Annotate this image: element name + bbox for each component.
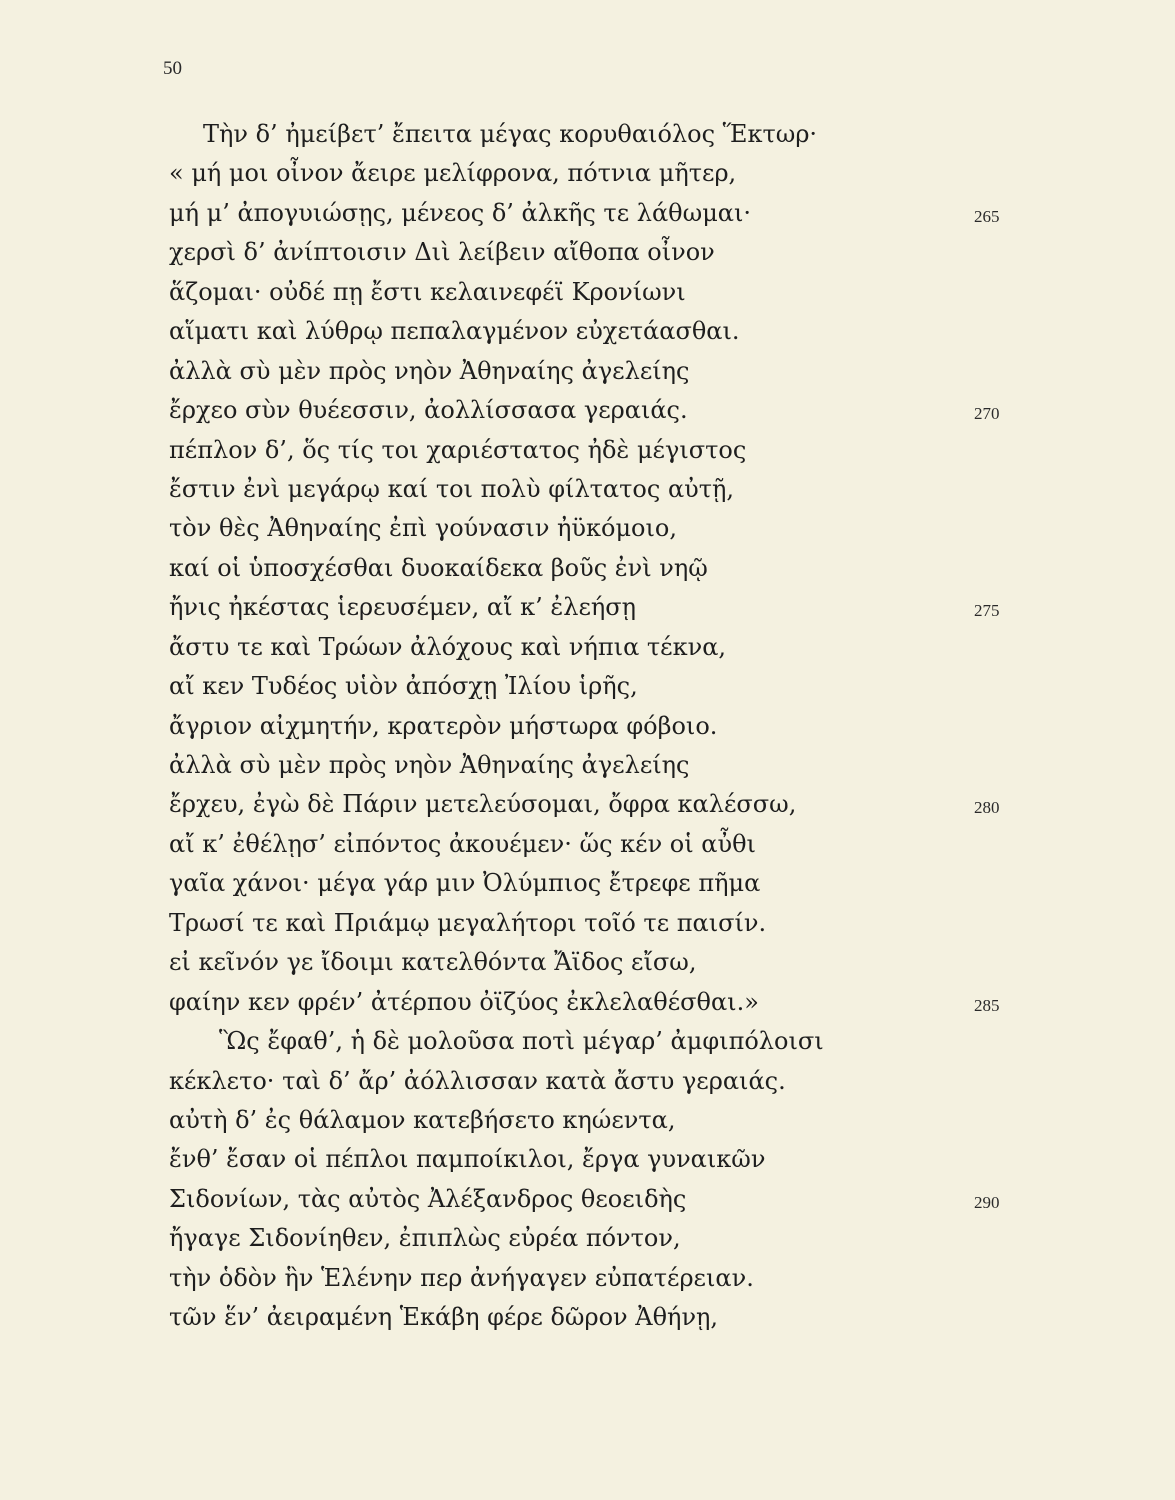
verse-line (169, 588, 1039, 627)
line-number: 285 (974, 995, 1000, 1015)
verse-text: ἅζομαι· οὐδέ πῃ ἔστι κελαινεφέϊ Κρονίωνι (169, 277, 686, 306)
verse-line (169, 312, 1039, 351)
verse-text: ἔρχεο σὺν θυέεσσιν, ἀολλίσσασα γεραιάς. (169, 396, 688, 425)
verse-text: αἴ κ’ ἐθέλῃσ’ εἰπόντος ἀκουέμεν· ὥς κέν οἱ αὖθι (169, 829, 756, 858)
verse-text: ἤνις ἠκέστας ἱερευσέμεν, αἴ κ’ ἐλεήσῃ (169, 593, 637, 622)
verse-text: Σιδονίων, τὰς αὐτὸς Ἀλέξανδρος θεοειδὴς (169, 1184, 687, 1213)
verse-text: τὸν θὲς Ἀθηναίης ἐπὶ γούνασιν ἠϋκόμοιο, (169, 514, 677, 543)
verse-line (169, 1180, 1039, 1219)
verse-text: μή μ’ ἀπογυιώσῃς, μένεος δ’ ἀλκῆς τε λάθωμαι· (169, 198, 752, 227)
verse-line (169, 1101, 1039, 1140)
verse-line (169, 154, 1039, 193)
verse-line (169, 943, 1039, 982)
verse-line (169, 864, 1039, 903)
verse-line (169, 1062, 1039, 1101)
verse-line (169, 431, 1039, 470)
verse-line (169, 391, 1039, 430)
verse-line (169, 904, 1039, 943)
verse-text: γαῖα χάνοι· μέγα γάρ μιν Ὀλύμπιος ἔτρεφε πῆμα (169, 869, 761, 898)
verse-line (169, 746, 1039, 785)
verse-text: πέπλον δ’, ὅς τίς τοι χαριέστατος ἠδὲ μέγιστος (169, 435, 747, 464)
verse-line (169, 785, 1039, 824)
verse-line (169, 352, 1039, 391)
verse-line (169, 667, 1039, 706)
page-number: 50 (163, 58, 182, 79)
verse-text: χερσὶ δ’ ἀνίπτοισιν Διὶ λείβειν αἴθοπα οἶνον (169, 238, 715, 267)
verse-line (169, 549, 1039, 588)
verse-text: Τρωσί τε καὶ Πριάμῳ μεγαλήτορι τοῖό τε παισίν. (169, 908, 767, 937)
verse-line (169, 628, 1039, 667)
verse-line (169, 1259, 1039, 1298)
verse-line (169, 707, 1039, 746)
verse-text: ἔρχευ, ἐγὼ δὲ Πάριν μετελεύσομαι, ὄφρα καλέσσω, (169, 790, 797, 819)
verse-text: καί οἱ ὑποσχέσθαι δυοκαίδεκα βοῦς ἐνὶ νηῷ (169, 553, 708, 582)
verse-line (169, 1219, 1039, 1258)
line-number: 270 (974, 404, 1000, 424)
verse-line (169, 825, 1039, 864)
verse-text: ἄγριον αἰχμητήν, κρατερὸν μήστωρα φόβοιο. (169, 711, 718, 740)
verse-line (169, 1298, 1039, 1337)
verse-text: τῶν ἕν’ ἀειραμένη Ἑκάβη φέρε δῶρον Ἀθήνῃ, (169, 1303, 719, 1332)
verse-text: ἔνθ’ ἔσαν οἱ πέπλοι παμποίκιλοι, ἔργα γυναικῶν (169, 1145, 766, 1174)
verse-text: « μή μοι οἶνον ἄειρε μελίφρονα, πότνια μῆτερ, (169, 159, 737, 188)
verse-line (169, 983, 1039, 1022)
line-number: 280 (974, 798, 1000, 818)
verse-line (169, 115, 1039, 154)
line-number: 265 (974, 206, 1000, 226)
verse-text: αὐτὴ δ’ ἐς θάλαμον κατεβήσετο κηώεντα, (169, 1105, 676, 1134)
line-number: 275 (974, 601, 1000, 621)
verse-text: κέκλετο· ταὶ δ’ ἄρ’ ἀόλλισσαν κατὰ ἄστυ γεραιάς. (169, 1066, 786, 1095)
verse-text: ἔστιν ἐνὶ μεγάρῳ καί τοι πολὺ φίλτατος αὐτῇ, (169, 474, 735, 503)
line-number: 290 (974, 1192, 1000, 1212)
verse-text: αἵματι καὶ λύθρῳ πεπαλαγμένον εὐχετάασθαι. (169, 317, 740, 346)
verse-line (169, 1022, 1039, 1061)
verse-text: ἀλλὰ σὺ μὲν πρὸς νηὸν Ἀθηναίης ἀγελείης (169, 751, 690, 779)
verse-text: αἴ κεν Τυδέος υἱὸν ἀπόσχῃ Ἰλίου ἱρῆς, (169, 672, 638, 701)
verse-text: ἀλλὰ σὺ μὲν πρὸς νηὸν Ἀθηναίης ἀγελείης (169, 356, 690, 385)
verse-line (169, 233, 1039, 272)
verse-line (169, 509, 1039, 548)
verse-text: ἄστυ τε καὶ Τρώων ἀλόχους καὶ νήπια τέκνα, (169, 632, 727, 661)
verse-line (169, 1140, 1039, 1179)
verse-line (169, 273, 1039, 312)
verse-text: Τὴν δ’ ἠμείβετ’ ἔπειτα μέγας κορυθαιόλος Ἕκτωρ· (203, 120, 818, 148)
verse-text: εἰ κεῖνόν γε ἴδοιμι κατελθόντα Ἄϊδος εἴσω, (169, 948, 697, 977)
verse-text: Ὣς ἔφαθ’, ἡ δὲ μολοῦσα ποτὶ μέγαρ’ ἀμφιπόλοισι (219, 1027, 824, 1056)
verse-text: ἤγαγε Σιδονίηθεν, ἐπιπλὼς εὐρέα πόντον, (169, 1224, 681, 1253)
verse-text: φαίην κεν φρέν’ ἀτέρπου ὀϊζύος ἐκλελαθέσθαι.» (169, 987, 759, 1016)
verse-text: τὴν ὁδὸν ἣν Ἑλένην περ ἀνήγαγεν εὐπατέρειαν. (169, 1263, 754, 1292)
verse-line (169, 470, 1039, 509)
verse-block (169, 115, 1039, 1338)
verse-line (169, 194, 1039, 233)
